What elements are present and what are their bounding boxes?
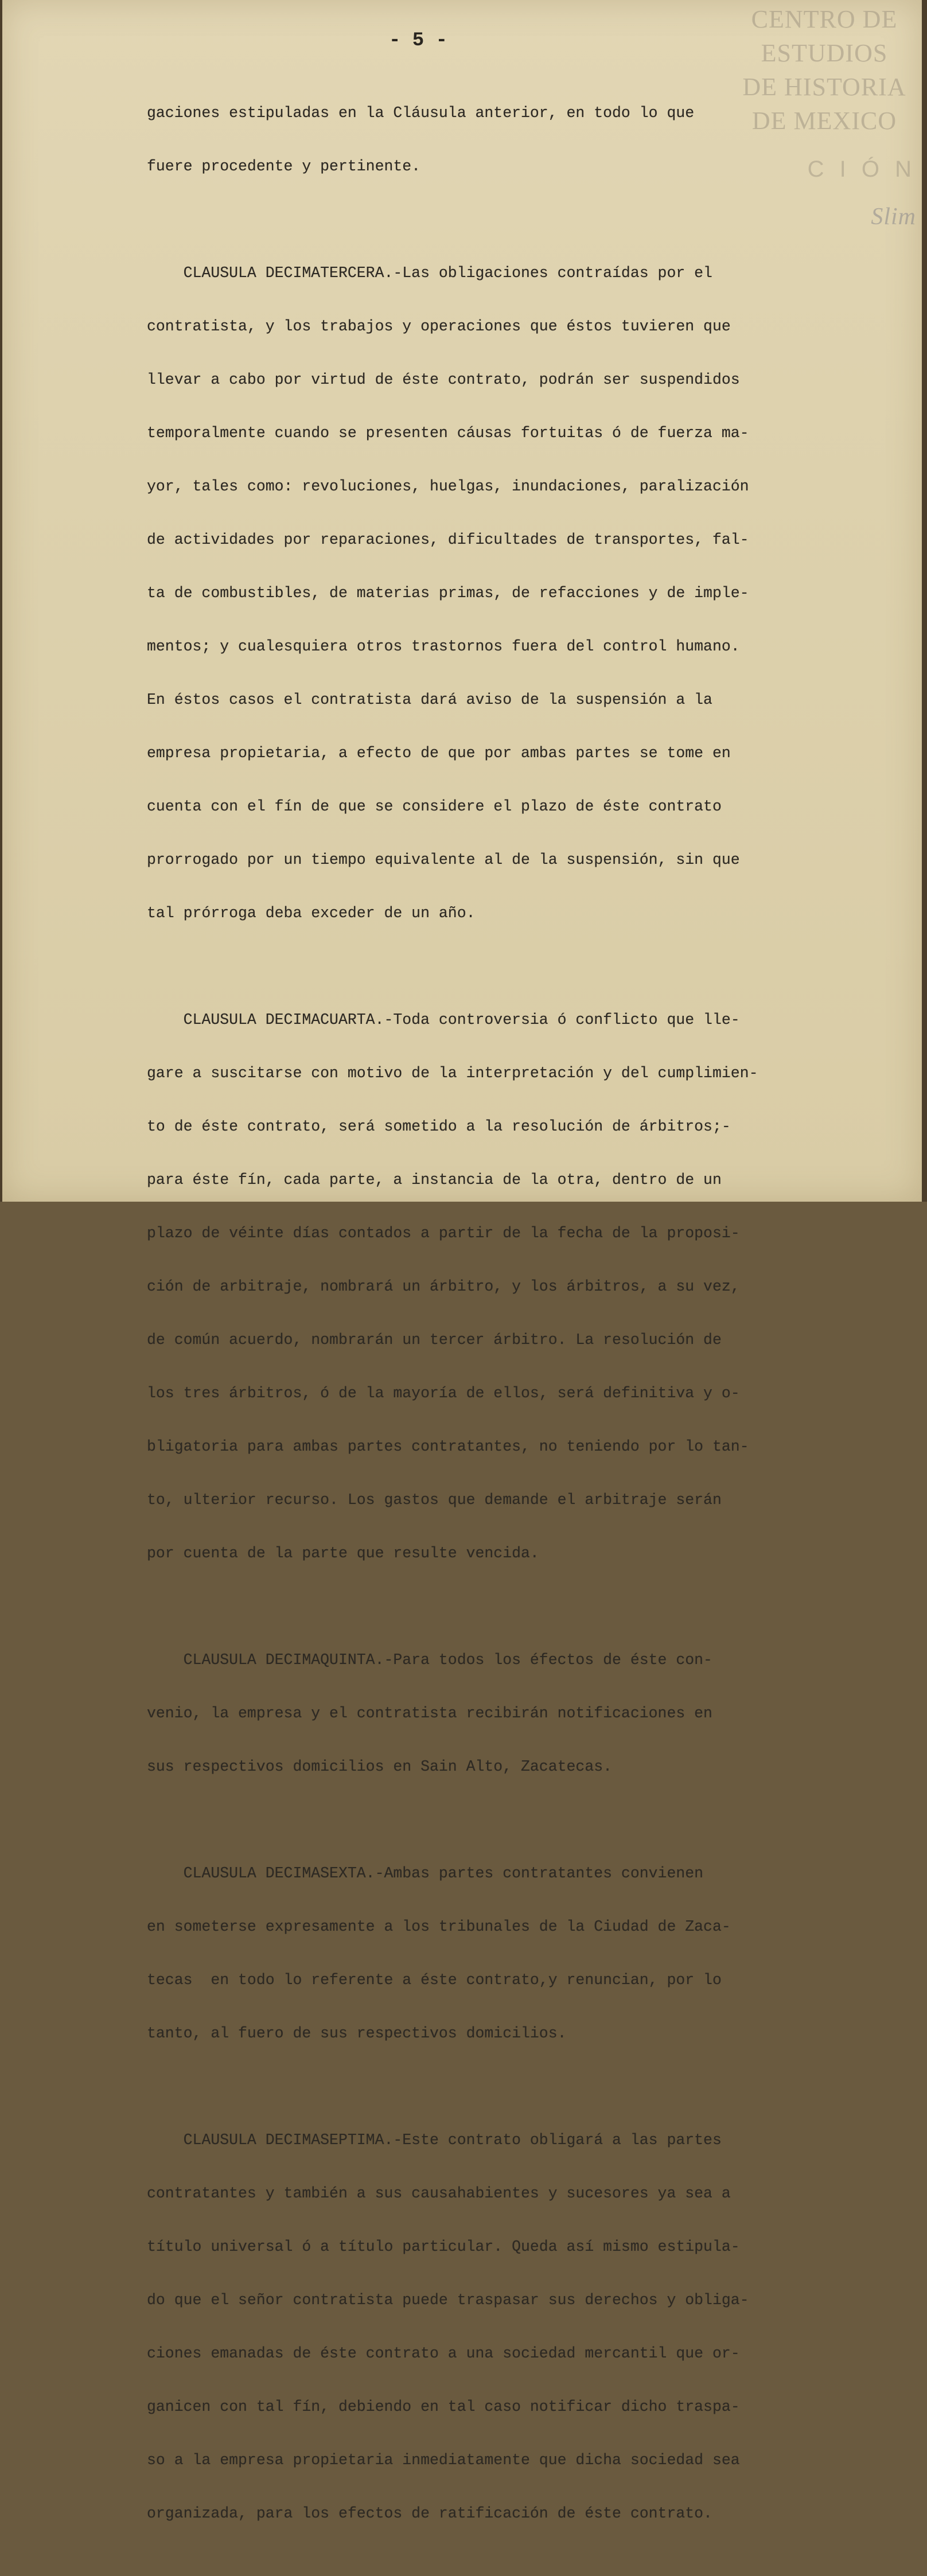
- watermark-line: ESTUDIOS: [761, 39, 888, 67]
- text-line: los tres árbitros, ó de la mayoría de ellos, será definitiva y o-: [147, 1385, 740, 1402]
- paper-sheet: [2, 0, 922, 2522]
- text-line: venio, la empresa y el contratista recibirán notificaciones en: [147, 1705, 712, 1722]
- text-line: yor, tales como: revoluciones, huelgas, inundaciones, paralización: [147, 478, 749, 495]
- clause-decimacuarta: [147, 976, 864, 1598]
- text-line: CLAUSULA DECIMATERCERA.-Las obligaciones contraídas por el: [147, 264, 712, 282]
- text-line: to de éste contrato, será sometido a la resolución de árbitros;-: [147, 1118, 731, 1135]
- text-line: tanto, al fuero de sus respectivos domicilios.: [147, 2025, 567, 2042]
- text-line: ciones emanadas de éste contrato a una sociedad mercantil que or-: [147, 2345, 740, 2362]
- watermark-fundacion-fragment: C I Ó N: [807, 157, 916, 182]
- paragraph-continuation: [147, 69, 864, 211]
- text-line: contratantes y también a sus causahabientes y sucesores ya sea a: [147, 2185, 731, 2202]
- text-line: gaciones estipuladas en la Cláusula anterior, en todo lo que: [147, 104, 695, 122]
- clause-decimaseptima: [147, 2096, 864, 2558]
- text-line: do que el señor contratista puede traspasar sus derechos y obliga-: [147, 2291, 749, 2309]
- text-line: ción de arbitraje, nombrará un árbitro, y los árbitros, a su vez,: [147, 1278, 740, 1295]
- text-line: organizada, para los efectos de ratificación de éste contrato.: [147, 2505, 712, 2522]
- text-line: llevar a cabo por virtud de éste contrato, podrán ser suspendidos: [147, 371, 740, 388]
- page-number: - 5 -: [388, 30, 448, 52]
- text-line: contratista, y los trabajos y operaciones que éstos tuvieren que: [147, 318, 731, 335]
- watermark-line: DE MEXICO: [751, 107, 897, 135]
- text-line: cuenta con el fín de que se considere el plazo de éste contrato: [147, 798, 722, 815]
- text-line: so a la empresa propietaria inmediatamente que dicha sociedad sea: [147, 2452, 740, 2469]
- text-line: tecas en todo lo referente a éste contrato,y renuncian, por lo: [147, 1971, 722, 1989]
- text-line: CLAUSULA DECIMACUARTA.-Toda controversia ó conflicto que lle-: [147, 1011, 740, 1028]
- text-line: por cuenta de la parte que resulte vencida.: [147, 1545, 539, 1562]
- text-line: empresa propietaria, a efecto de que por ambas partes se tome en: [147, 745, 731, 762]
- text-line: CLAUSULA DECIMASEPTIMA.-Este contrato obligará a las partes: [147, 2131, 722, 2149]
- text-line: bligatoria para ambas partes contratantes, no teniendo por lo tan-: [147, 1438, 749, 1455]
- document-body: [147, 69, 864, 2576]
- text-line: en someterse expresamente a los tribunales de la Ciudad de Zaca-: [147, 1918, 731, 1935]
- text-line: to, ulterior recurso. Los gastos que demande el arbitraje serán: [147, 1491, 722, 1509]
- text-line: sus respectivos domicilios en Sain Alto, Zacatecas.: [147, 1758, 613, 1775]
- watermark-line: DE HISTORIA: [742, 73, 906, 101]
- clause-decimatercera: [147, 229, 864, 958]
- text-line: gare a suscitarse con motivo de la interpretación y del cumplimien-: [147, 1065, 758, 1082]
- watermark-signature: Slim: [871, 204, 916, 230]
- text-line: ta de combustibles, de materias primas, de refacciones y de imple-: [147, 584, 749, 602]
- text-line: fuere procedente y pertinente.: [147, 158, 421, 175]
- text-line: prorrogado por un tiempo equivalente al de la suspensión, sin que: [147, 851, 740, 868]
- text-line: temporalmente cuando se presenten cáusas fortuitas ó de fuerza ma-: [147, 424, 749, 442]
- text-line: mentos; y cualesquiera otros trastornos fuera del control humano.: [147, 638, 740, 655]
- text-line: de común acuerdo, nombrarán un tercer árbitro. La resolución de: [147, 1331, 722, 1349]
- text-line: En éstos casos el contratista dará aviso de la suspensión a la: [147, 691, 712, 708]
- text-line: de actividades por reparaciones, dificultades de transportes, fal-: [147, 531, 749, 548]
- text-line: plazo de véinte días contados a partir de la fecha de la proposi-: [147, 1225, 740, 1242]
- clause-decimaquinta: [147, 1616, 864, 1811]
- text-line: para éste fín, cada parte, a instancia de la otra, dentro de un: [147, 1171, 722, 1188]
- clause-decimasexta: [147, 1829, 864, 2078]
- text-line: tal prórroga deba exceder de un año.: [147, 905, 476, 922]
- watermark-line: CENTRO DE: [751, 5, 898, 33]
- text-line: ganicen con tal fín, debiendo en tal caso notificar dicho traspa-: [147, 2398, 740, 2415]
- text-line: CLAUSULA DECIMASEXTA.-Ambas partes contratantes convienen: [147, 1865, 704, 1882]
- text-line: CLAUSULA DECIMAQUINTA.-Para todos los éfectos de éste con-: [147, 1651, 712, 1669]
- text-line: título universal ó a título particular. Queda así mismo estipula-: [147, 2238, 740, 2255]
